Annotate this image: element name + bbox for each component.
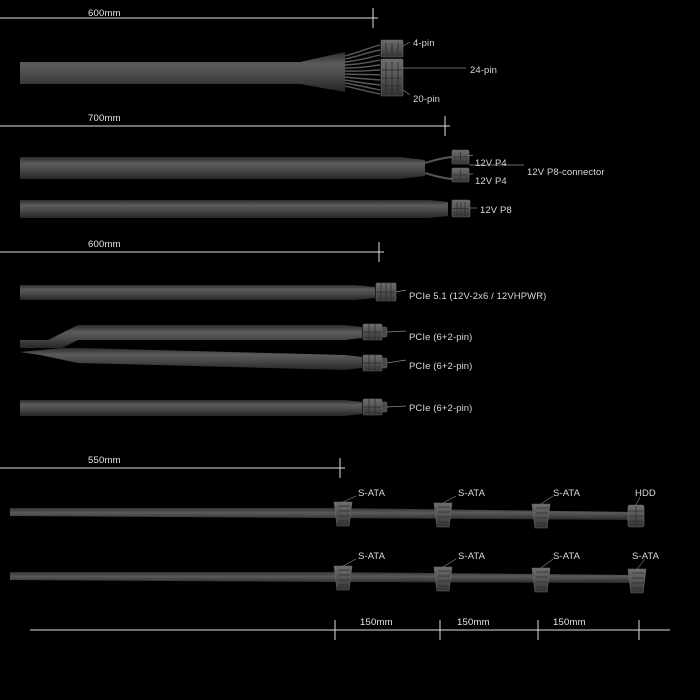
pcie-single-leader-line: [387, 406, 406, 407]
dimension-label-700-cpu: 700mm: [88, 113, 121, 124]
connector-label-sata-r2-2: S-ATA: [458, 551, 486, 562]
connector-label-sata-r2-3: S-ATA: [553, 551, 581, 562]
pcie-single-ribbon: [20, 400, 362, 416]
cpu-p8-flat-ribbon: [20, 200, 448, 218]
connector-pcie-62-b-clip: [382, 358, 387, 368]
sata-row1-leader-lines: [343, 496, 640, 505]
pcie51-leader-line: [396, 290, 406, 292]
connector-label-12v-p4-b: 12V P4: [475, 176, 507, 187]
pcie-branch-lower-ribbon: [20, 348, 362, 370]
connector-sata-r2-1: [334, 566, 352, 590]
sata-row2-leader-lines: [343, 559, 645, 569]
dimension-lines: [0, 8, 670, 640]
dimension-label-550-sata: 550mm: [88, 455, 121, 466]
dimension-label-150-a: 150mm: [360, 617, 393, 628]
connector-sata-r1-1: [334, 502, 352, 526]
dimension-label-600-atx: 600mm: [88, 8, 121, 19]
connector-label-4pin: 4-pin: [413, 38, 435, 49]
connector-label-sata-r1-3: S-ATA: [553, 488, 581, 499]
pcie-dual-leader-lines: [387, 331, 406, 363]
connector-label-hdd: HDD: [635, 488, 656, 499]
connector-label-12v-p4-a: 12V P4: [475, 158, 507, 169]
connector-sata-r2-3: [532, 568, 550, 592]
cable-pcie-dual-branch: [20, 324, 406, 371]
pcie-branch-upper-ribbon: [20, 325, 362, 348]
atx-flat-ribbon: [20, 52, 345, 92]
connector-label-sata-r1-1: S-ATA: [358, 488, 386, 499]
cable-pcie-single: [20, 399, 406, 416]
connector-label-12v-p8: 12V P8: [480, 205, 512, 216]
connector-pcie-62-c-clip: [382, 402, 387, 412]
connector-label-20pin: 20-pin: [413, 94, 441, 105]
cable-pcie-51: [20, 283, 406, 301]
connector-label-12v-p8-connector: 12V P8-connector: [527, 167, 605, 178]
dimension-label-150-c: 150mm: [553, 617, 586, 628]
cpu-p4-flat-ribbon: [20, 157, 425, 179]
connector-sata-r2-2: [434, 567, 452, 591]
connector-label-24pin: 24-pin: [470, 65, 498, 76]
atx-leader-lines: [403, 42, 466, 95]
connector-label-pcie-51: PCIe 5.1 (12V-2x6 / 12VHPWR): [409, 291, 547, 302]
connector-label-pcie-62-b: PCIe (6+2-pin): [409, 361, 473, 372]
connector-label-sata-r2-4: S-ATA: [632, 551, 660, 562]
dimension-label-150-b: 150mm: [457, 617, 490, 628]
cable-cpu-p4-dual: [20, 150, 524, 182]
pcie51-flat-ribbon: [20, 285, 375, 300]
cable-cpu-p8: [20, 200, 477, 218]
connector-label-sata-r2-1: S-ATA: [358, 551, 386, 562]
connector-sata-r2-4: [628, 569, 646, 593]
atx-wire-fanout: [345, 45, 380, 94]
cable-sata-row-1: [10, 496, 644, 528]
connector-label-sata-r1-2: S-ATA: [458, 488, 486, 499]
cable-sata-row-2: [10, 559, 646, 593]
connector-label-pcie-62-c: PCIe (6+2-pin): [409, 403, 473, 414]
connector-sata-r1-3: [532, 504, 550, 528]
connector-pcie-62-a-clip: [382, 327, 387, 337]
connector-label-pcie-62-a: PCIe (6+2-pin): [409, 332, 473, 343]
connector-sata-r1-2: [434, 503, 452, 527]
cpu-p4-split-wires: [425, 157, 452, 179]
dimension-label-600-pcie: 600mm: [88, 239, 121, 250]
connector-hdd-molex: [628, 505, 644, 527]
cable-atx-24pin: [20, 40, 466, 96]
